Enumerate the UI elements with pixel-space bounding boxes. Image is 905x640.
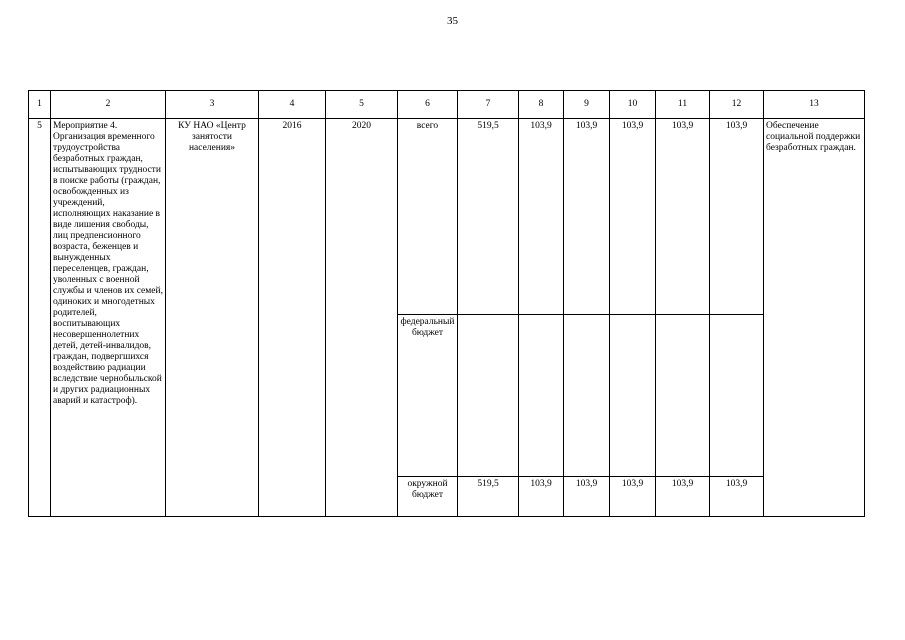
funding-value	[610, 315, 656, 477]
header-cell: 10	[610, 91, 656, 119]
end-year: 2020	[326, 119, 398, 517]
funding-value: 519,5	[458, 477, 519, 517]
funding-value: 103,9	[519, 119, 564, 315]
funding-source: окружной бюджет	[398, 477, 458, 517]
funding-value: 103,9	[656, 477, 710, 517]
funding-value: 103,9	[610, 119, 656, 315]
funding-value	[656, 315, 710, 477]
activity-description: Мероприятие 4. Организация временного трудоустройства безработных граждан, испытывающих трудности в поиске работы (граждан, освобожденных из учреждений, исполняющих наказание в виде лишения свободы, лиц предпенсионного возраста, беженцев и вынужденных переселенцев, граждан, уволенных с военной службы и членов их семей, одиноких и многодетных родителей, воспитывающих несовершеннолетних детей, детей-инвалидов, граждан, подвергшихся воздействию радиации вследствие чернобыльской и других радиационных аварий и катастроф).	[51, 119, 166, 517]
row-number: 5	[29, 119, 51, 517]
header-cell: 8	[519, 91, 564, 119]
funding-value	[519, 315, 564, 477]
funding-value: 103,9	[710, 119, 764, 315]
header-cell: 7	[458, 91, 519, 119]
header-cell: 3	[166, 91, 259, 119]
funding-value: 103,9	[519, 477, 564, 517]
funding-value	[564, 315, 610, 477]
header-cell: 11	[656, 91, 710, 119]
funding-value	[710, 315, 764, 477]
funding-value: 103,9	[656, 119, 710, 315]
funding-value: 103,9	[564, 477, 610, 517]
header-cell: 2	[51, 91, 166, 119]
funding-value: 519,5	[458, 119, 519, 315]
funding-value: 103,9	[564, 119, 610, 315]
program-table	[28, 90, 865, 517]
table-row	[29, 119, 865, 315]
header-cell: 9	[564, 91, 610, 119]
header-cell: 5	[326, 91, 398, 119]
page-number: 35	[447, 15, 458, 27]
expected-result: Обеспечение социальной поддержки безработных граждан.	[764, 119, 865, 517]
header-cell: 13	[764, 91, 865, 119]
executor: КУ НАО «Центр занятости населения»	[166, 119, 259, 517]
header-row	[29, 91, 865, 119]
funding-value: 103,9	[710, 477, 764, 517]
header-cell: 1	[29, 91, 51, 119]
start-year: 2016	[259, 119, 326, 517]
funding-source: всего	[398, 119, 458, 315]
funding-value	[458, 315, 519, 477]
funding-source: федеральный бюджет	[398, 315, 458, 477]
header-cell: 6	[398, 91, 458, 119]
header-cell: 12	[710, 91, 764, 119]
header-cell: 4	[259, 91, 326, 119]
funding-value: 103,9	[610, 477, 656, 517]
